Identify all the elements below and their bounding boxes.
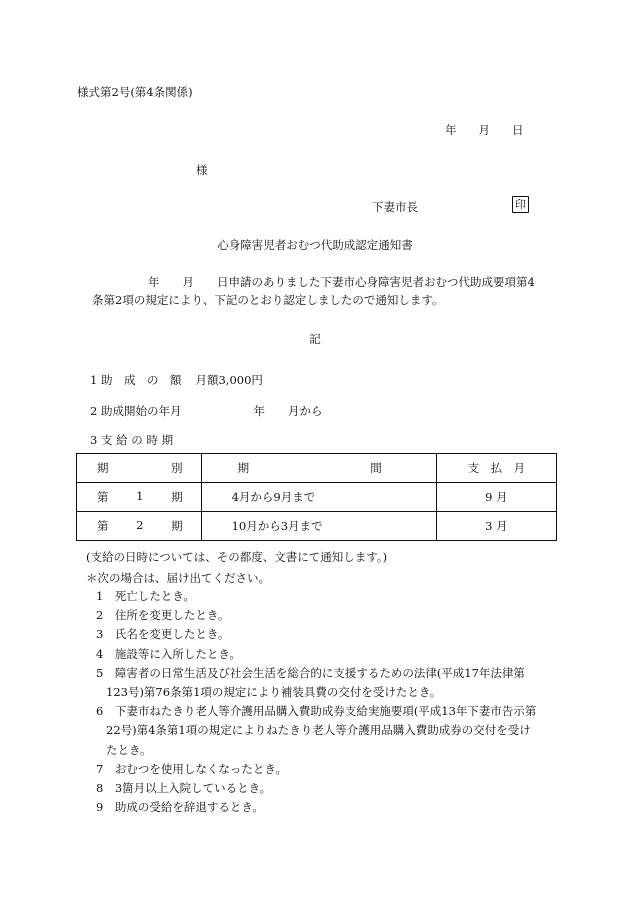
item-amount-label: 1 助 成 の 額 (90, 373, 182, 387)
row2-range (201, 512, 436, 541)
header-period-b: 別 (171, 461, 183, 475)
row1-period-num: 1 (136, 489, 144, 503)
row1-period (77, 483, 202, 512)
list-item: 5 障害者の日常生活及び社会生活を総合的に支援するための法律(平成17年法律第 (96, 665, 525, 680)
form-number: 様式第2号(第4条関係) (77, 85, 193, 99)
header-period-a: 期 (97, 461, 109, 475)
header-month-label: 支 払 月 (467, 461, 526, 475)
header-month (436, 454, 556, 483)
list-item: 3 氏名を変更したとき。 (96, 627, 230, 642)
body-line-2: 条第2項の規定により、下記のとおり認定しましたので通知します。 (92, 293, 444, 307)
seal-mark: 印 (512, 196, 529, 213)
issuer-title: 下妻市長 (372, 200, 418, 214)
table-row (77, 512, 557, 541)
notify-heading: ＊次の場合は、届け出てください。 (86, 571, 270, 585)
payment-note: (支給の日時については、その都度、文書にて通知します。) (86, 550, 388, 564)
payment-schedule-table (76, 453, 557, 541)
list-item: 4 施設等に入所したとき。 (96, 646, 241, 661)
row2-month (436, 512, 556, 541)
conditions-list (96, 587, 566, 817)
list-item: 6 下妻市ねたきり老人等介護用品購入費助成券支給実施要項(平成13年下妻市告示第 (96, 704, 537, 719)
header-range (201, 454, 436, 483)
table-row (77, 483, 557, 512)
row1-range-text: 4月から9月まで (231, 490, 316, 504)
row2-period-num: 2 (136, 518, 144, 532)
item-start-label: 2 助成開始の年月 (90, 404, 182, 418)
row1-month (436, 483, 556, 512)
row1-period-b: 期 (171, 490, 183, 504)
row1-month-text: 9 月 (485, 490, 508, 504)
item-amount-value: 月額3,000円 (195, 373, 263, 387)
table-header-row (77, 454, 557, 483)
date-line (445, 122, 524, 138)
document-title: 心身障害児者おむつ代助成認定通知書 (217, 238, 413, 252)
list-item: 2 住所を変更したとき。 (96, 608, 230, 623)
addressee-suffix: 様 (196, 163, 208, 177)
list-item: 9 助成の受給を辞退するとき。 (96, 800, 264, 815)
date-day: 日 (512, 123, 524, 137)
list-item-continuation: 123号)第76条第1項の規定により補装具費の交付を受けたとき。 (106, 685, 442, 700)
header-period (77, 454, 202, 483)
date-month: 月 (478, 123, 490, 137)
item-start (90, 403, 322, 419)
list-item: 8 3箇月以上入院しているとき。 (96, 781, 272, 796)
row2-month-text: 3 月 (485, 519, 508, 533)
list-item: 1 死亡したとき。 (96, 589, 195, 603)
item-amount (90, 372, 263, 388)
date-year: 年 (445, 123, 457, 137)
row1-range (201, 483, 436, 512)
row2-period-b: 期 (171, 519, 183, 533)
header-range-a: 期 (237, 461, 250, 475)
list-item-continuation: たとき。 (106, 742, 152, 757)
list-item: 7 おむつを使用しなくなったとき。 (96, 761, 287, 776)
row2-range-text: 10月から3月まで (231, 519, 323, 533)
item-start-value: 年 月から (253, 404, 323, 418)
body-line-1: 年 月 日申請のありました下妻市心身障害児者おむつ代助成要項第4 (148, 275, 535, 289)
ki-heading: 記 (309, 332, 321, 346)
item-timing: 3 支 給 の 時 期 (90, 433, 174, 447)
list-item-continuation: 22号)第4条第1項の規定によりねたきり老人等介護用品購入費助成券の交付を受け (106, 723, 531, 738)
row2-period-a: 第 (97, 519, 109, 533)
row1-period-a: 第 (97, 490, 109, 504)
row2-period (77, 512, 202, 541)
header-range-b: 間 (370, 461, 382, 475)
